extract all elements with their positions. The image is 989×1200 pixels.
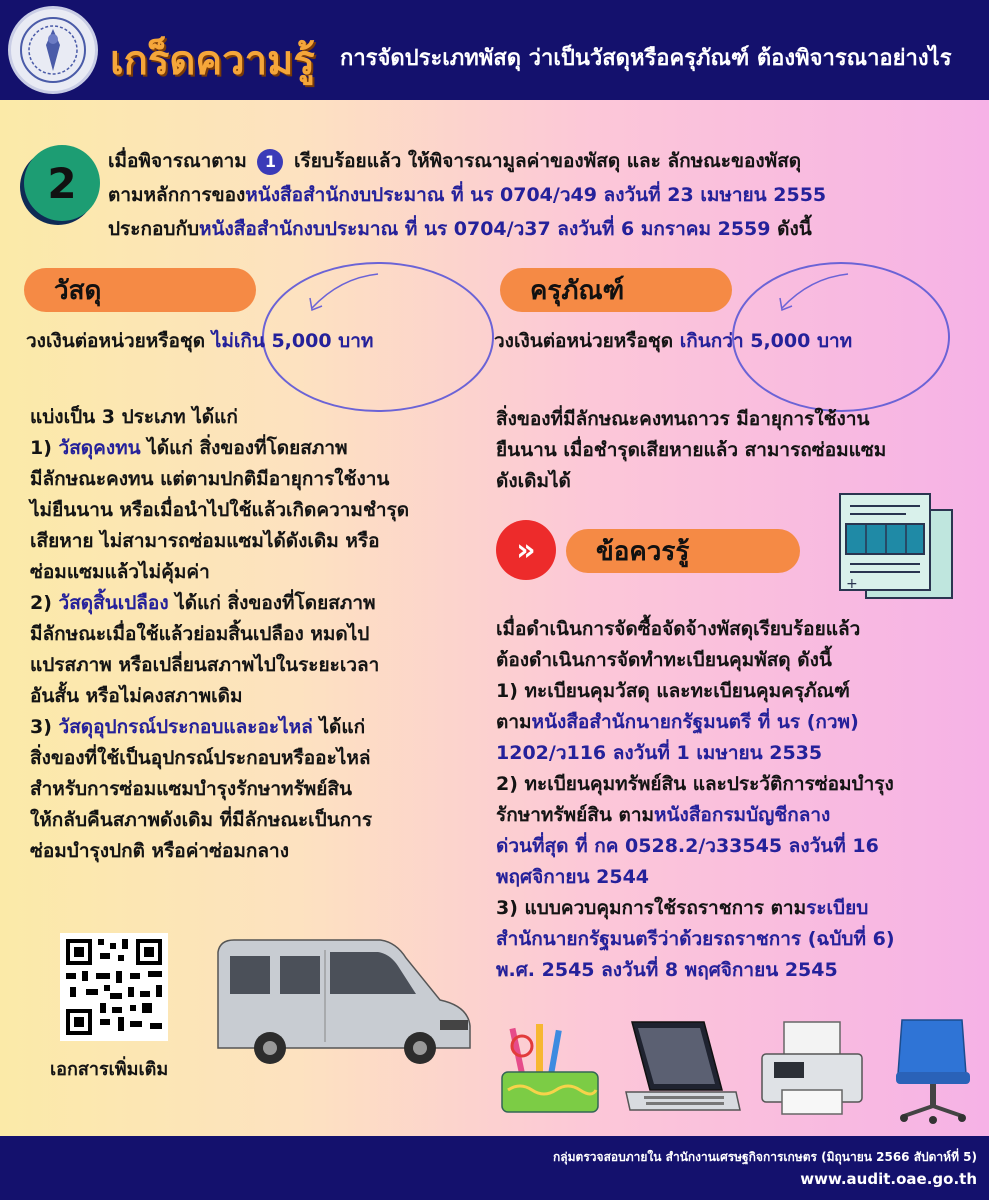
van-icon: [210, 930, 475, 1070]
document-icon: [836, 492, 958, 600]
intro-line-3: ประกอบกับหนังสือสำนักงบประมาณ ที่ นร 0704/ว37 ลงวันที่ 6 มกราคม 2559 ดังนี้: [108, 218, 812, 240]
material-limit: วงเงินต่อหน่วยหรือชุด ไม่เกิน 5,000 บาท: [26, 330, 374, 352]
header-subtitle: การจัดประเภทพัสดุ ว่าเป็นวัสดุหรือครุภัณฑ์ ต้องพิจารณาอย่างไร: [340, 46, 952, 71]
intro-line-1: เมื่อพิจารณาตาม 1 เรียบร้อยแล้ว ให้พิจารณามูลค่าของพัสดุ และ ลักษณะของพัสดุ: [108, 144, 968, 178]
step-1-ref-badge: 1: [257, 149, 283, 175]
ring-arrow-icon: [770, 268, 850, 318]
qr-code[interactable]: [60, 933, 168, 1041]
equipment-limit: วงเงินต่อหน่วยหรือชุด เกินกว่า 5,000 บาท: [494, 330, 853, 352]
tips-content: เมื่อดำเนินการจัดซื้อจัดจ้างพัสดุเรียบร้อยแล้ว ต้องดำเนินการจัดทำทะเบียนคุมพัสดุ ดังนี้ 1) ทะเบียนคุมวัสดุ และทะเบียนคุมครุภัณฑ์ ตามหนังสือสำนักนายกรัฐมนตรี ที่ นร (กวพ) 1202/ว116 ลงวันที่ 1 เมษายน 2535 2) ทะเบียนคุมทรัพย์สิน และประวัติการซ่อมบำรุง รักษาทรัพย์สิน ตามหนังสือกรมบัญชีกลาง ด่วนที่สุด ที่ กค 0528.2/ว33545 ลงวันที่ 16 พฤศจิกายน 2544 3) แบบควบคุมการใช้รถราชการ ตามระเบียบ สำนักนายกรัฐมนตรีว่าด้วยรถราชการ (ฉบับที่ 6) พ.ศ. 2545 ลงวันที่ 8 พฤศจิกายน 2545: [496, 614, 976, 986]
footer-website-link[interactable]: www.audit.oae.go.th: [800, 1170, 977, 1188]
svg-text:+: +: [846, 576, 858, 592]
laptop-icon: [624, 1018, 742, 1116]
budget-letter-ref-1: หนังสือสำนักงบประมาณ ที่ นร 0704/ว49 ลงวันที่ 23 เมษายน 2555: [245, 184, 827, 206]
footer-bar: [0, 1136, 989, 1200]
tips-label-pill: ข้อควรรู้: [566, 529, 800, 573]
material-types: แบ่งเป็น 3 ประเภท ได้แก่ 1) วัสดุคงทน ได้แก่ สิ่งของที่โดยสภาพ มีลักษณะคงทน แต่ตามปกติมีอายุการใช้งาน ไม่ยืนนาน หรือเมื่อนำไปใช้แล้วเกิดความชำรุด เสียหาย ไม่สามารถซ่อมแซมได้ดังเดิม หรือ ซ่อมแซมแล้วไม่คุ้มค่า 2) วัสดุสิ้นเปลือง ได้แก่ สิ่งของที่โดยสภาพ มีลักษณะเมื่อใช้แล้วย่อมสิ้นเปลือง หมดไป แปรสภาพ หรือเปลี่ยนสภาพไปในระยะเวลา อันสั้น หรือไม่คงสภาพเดิม 3) วัสดุอุปกรณ์ประกอบและอะไหล่ ได้แก่ สิ่งของที่ใช้เป็นอุปกรณ์ประกอบหรืออะไหล่ สำหรับการซ่อมแซมบำรุงรักษาทรัพย์สิน ให้กลับคืนสภาพดังเดิม ที่มีลักษณะเป็นการ ซ่อมบำรุงปกติ หรือค่าซ่อมกลาง: [30, 402, 480, 867]
double-chevron-icon: »: [496, 520, 556, 580]
footer-credit: กลุ่มตรวจสอบภายใน สำนักงานเศรษฐกิจการเกษตร (มิถุนายน 2566 สัปดาห์ที่ 5): [553, 1150, 977, 1164]
material-type-3: 3) วัสดุอุปกรณ์ประกอบและอะไหล่ ได้แก่: [30, 716, 366, 738]
office-chair-icon: [892, 1016, 974, 1124]
tips-item-2: 2) ทะเบียนคุมทรัพย์สิน และประวัติการซ่อมบำรุง: [496, 773, 894, 795]
tips-item-3: 3) แบบควบคุมการใช้รถราชการ ตามระเบียบ: [496, 897, 869, 919]
qr-caption: เอกสารเพิ่มเติม: [50, 1059, 169, 1080]
header-title: เกร็ดความรู้: [110, 38, 315, 84]
printer-icon: [760, 1020, 864, 1116]
equipment-limit-value: เกินกว่า 5,000 บาท: [679, 330, 853, 352]
tips-item-1: 1) ทะเบียนคุมวัสดุ และทะเบียนคุมครุภัณฑ์: [496, 680, 850, 702]
oae-seal-logo: [8, 6, 98, 94]
material-limit-value: ไม่เกิน 5,000 บาท: [211, 330, 374, 352]
material-type-2: 2) วัสดุสิ้นเปลือง ได้แก่ สิ่งของที่โดยสภาพ: [30, 592, 376, 614]
equipment-label-pill: ครุภัณฑ์: [500, 268, 732, 312]
material-label-pill: วัสดุ: [24, 268, 256, 312]
material-type-1: 1) วัสดุคงทน ได้แก่ สิ่งของที่โดยสภาพ: [30, 437, 348, 459]
budget-letter-ref-2: หนังสือสำนักงบประมาณ ที่ นร 0704/ว37 ลงวันที่ 6 มกราคม 2559: [199, 218, 771, 240]
stationery-icon: [500, 1020, 600, 1114]
intro-paragraph: [108, 144, 968, 246]
equipment-description: สิ่งของที่มีลักษณะคงทนถาวร มีอายุการใช้งาน ยืนนาน เมื่อชำรุดเสียหายแล้ว สามารถซ่อมแซม ดังเดิมได้: [496, 408, 887, 492]
intro-line-2: ตามหลักการของหนังสือสำนักงบประมาณ ที่ นร 0704/ว49 ลงวันที่ 23 เมษายน 2555: [108, 184, 827, 206]
ring-arrow-icon: [300, 268, 380, 318]
header-bar: [0, 0, 989, 100]
step-number-badge: 2: [24, 145, 100, 221]
